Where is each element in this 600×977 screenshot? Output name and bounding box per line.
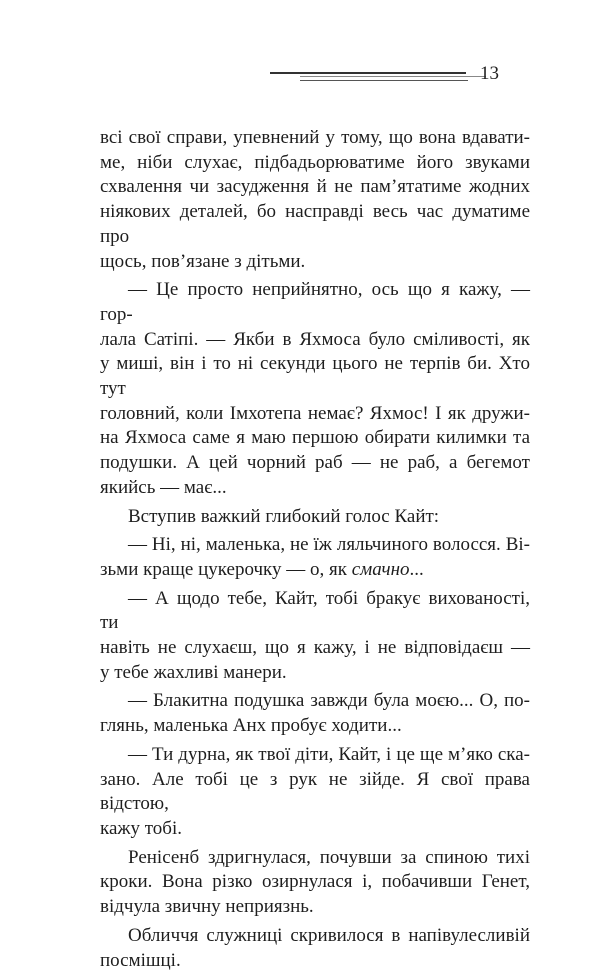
header-rule [270, 72, 466, 74]
text-line: посмішці. [100, 949, 181, 971]
text-line: зано. Але тобі це з рук не зійде. Я свої права відстою, [100, 768, 530, 815]
paragraph [100, 533, 530, 582]
paragraph [100, 278, 530, 500]
text-line: Обличчя служниці скривилося в напівулесливій [128, 924, 530, 946]
text-line: — Це просто неприйнятно, ось що я кажу, — гор- [100, 279, 530, 325]
paragraph [100, 846, 530, 920]
italic-word: смачно [351, 558, 410, 580]
header-rule [300, 76, 486, 77]
text-line: всі свої справи, упевнений у тому, що вона вдавати- [100, 127, 530, 148]
paragraph [100, 505, 530, 530]
text-line: глянь, маленька Анх пробує ходити... [100, 715, 402, 737]
text-line: — А щодо тебе, Кайт, тобі бракує вихованості, ти [100, 587, 530, 634]
text-line: — Ні, ні, маленька, не їж ляльчиного волосся. Ві- [128, 534, 530, 556]
paragraph [100, 924, 530, 973]
text-line: щось, пов’язане з дітьми. [100, 250, 306, 272]
text-line: подушки. А цей чорний раб — не раб, а бегемот [100, 452, 530, 474]
text-line: головний, коли Імхотепа немає? Яхмос! І як дружи- [100, 402, 530, 424]
page-header [0, 60, 600, 90]
text-line: лала Сатіпі. — Якби в Яхмоса було сміливості, як [100, 328, 530, 350]
text-line: на Яхмоса саме я маю першою обирати килимки та [100, 427, 530, 449]
text-line: зьми краще цукерочку — о, як смачно... [100, 558, 424, 580]
text-line: — Ти дурна, як твої діти, Кайт, і це ще м’яко ска- [128, 743, 530, 765]
text-line: схвалення чи засудження й не пам’ятатиме жодних [100, 176, 530, 198]
paragraph [100, 587, 530, 686]
text-line: кроки. Вона різко озирнулася і, побачивши Генет, [100, 871, 530, 893]
text-line: ме, ніби слухає, підбадьорюватиме його звуками [100, 151, 530, 173]
text-line: Ренісенб здригнулася, почувши за спиною тихі [128, 846, 530, 868]
ellipsis: ... [409, 558, 424, 580]
text-line: кажу тобі. [100, 817, 183, 839]
text-line: у тебе жахливі манери. [100, 661, 287, 683]
text-line: якийсь — має... [100, 476, 227, 498]
text-line: Вступив важкий глибокий голос Кайт: [128, 505, 440, 527]
page-number: 13 [480, 63, 499, 84]
text-line: — Блакитна подушка завжди була моєю... О, по- [128, 690, 530, 712]
text-line: у миші, він і то ні секунди цього не терпів би. Хто тут [100, 353, 530, 400]
text-line: ніякових деталей, бо насправді весь час думатиме про [100, 201, 530, 247]
text-line: навіть не слухаєш, що я кажу, і не відповідаєш — [100, 637, 530, 659]
paragraph [100, 126, 530, 274]
header-rule [300, 80, 468, 81]
text-line: відчула звичну неприязнь. [100, 896, 314, 918]
body-text [100, 126, 530, 977]
paragraph [100, 743, 530, 842]
paragraph [100, 689, 530, 738]
